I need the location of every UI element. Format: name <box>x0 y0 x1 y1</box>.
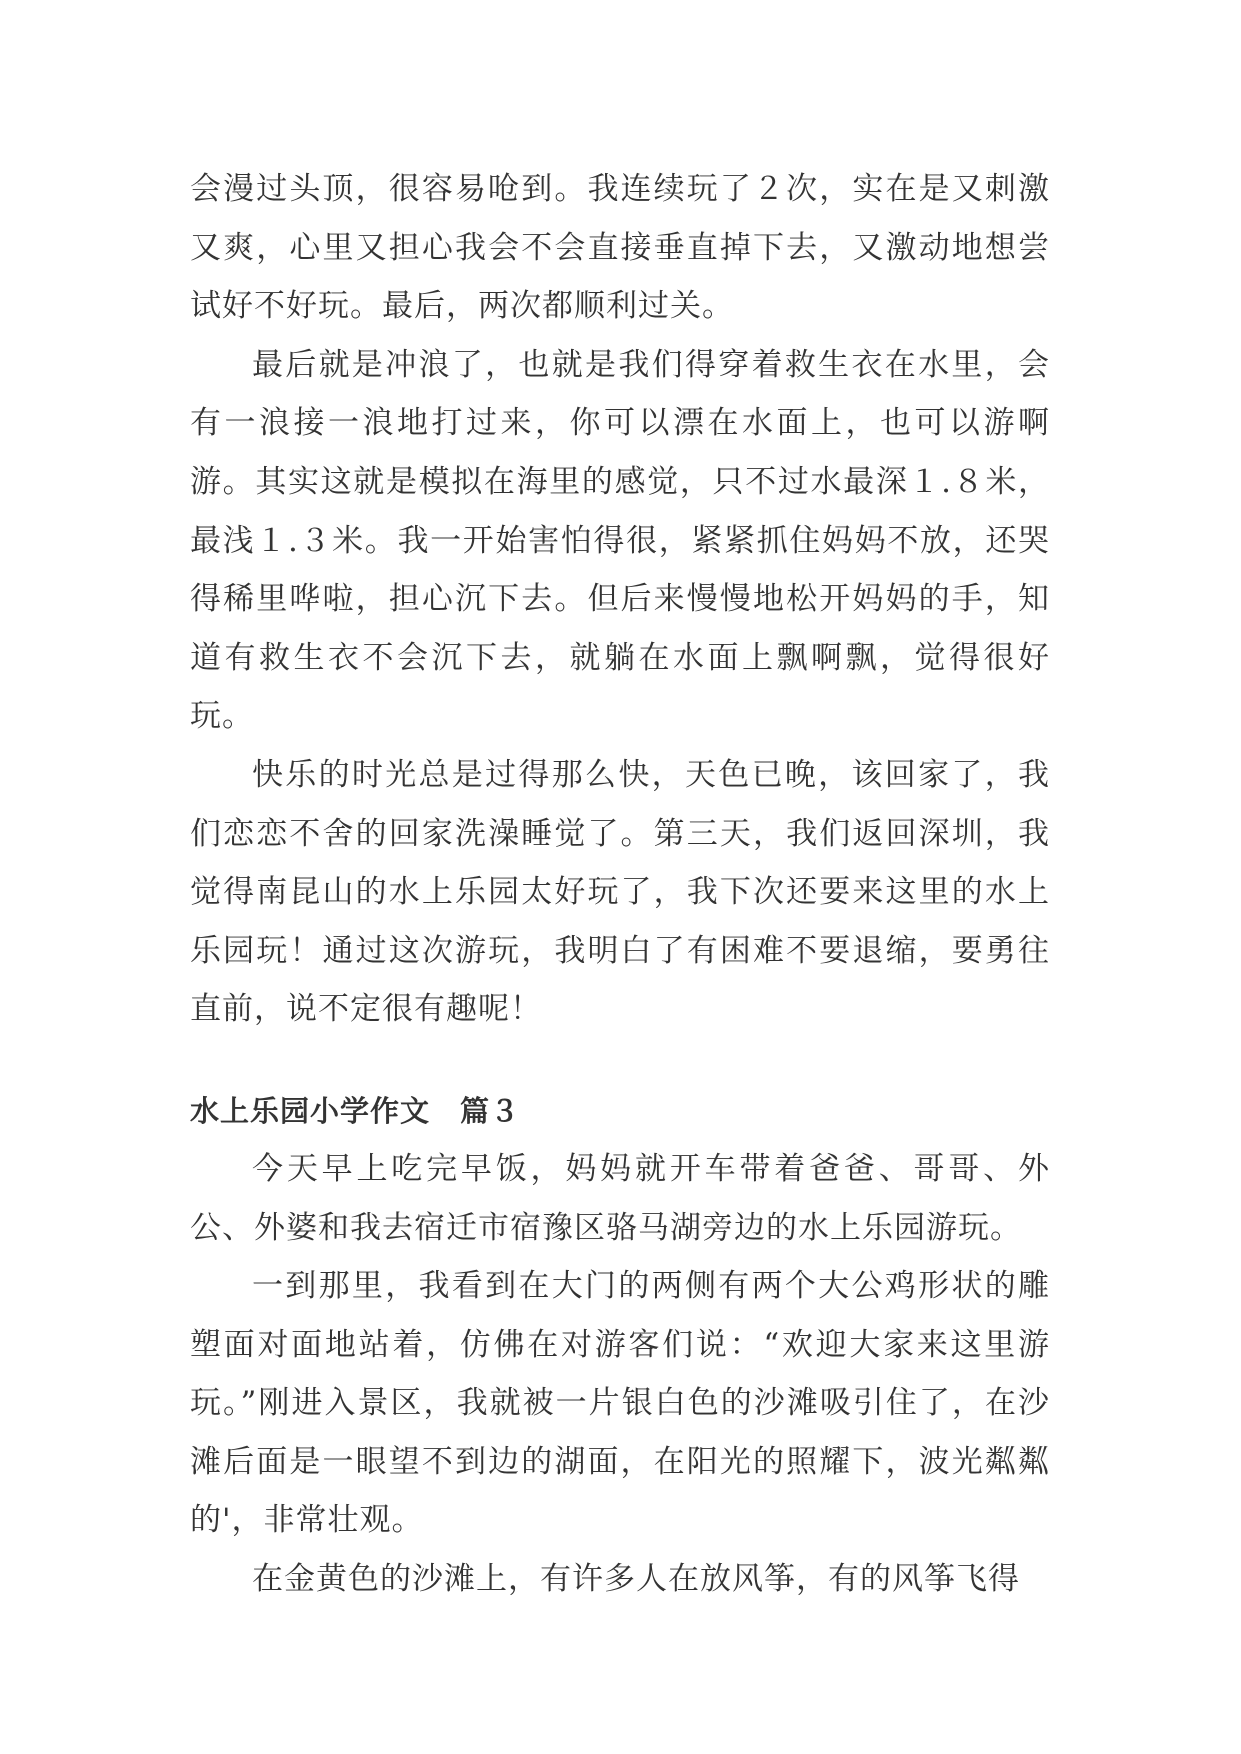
paragraph-continued: 会漫过头顶，很容易呛到。我连续玩了２次，实在是又刺激又爽，心里又担心我会不会直接垂直掉下去，又激动地想尝试好不好玩。最后，两次都顺利过关。 <box>190 171 1050 325</box>
document-page <box>190 160 1050 1609</box>
paragraph-morning: 今天早上吃完早饭，妈妈就开车带着爸爸、哥哥、外公、外婆和我去宿迁市宿豫区骆马湖旁边的水上乐园游玩。 <box>190 1150 1050 1246</box>
section-title: 水上乐园小学作文 篇３ <box>190 1093 521 1128</box>
paragraph-going-home: 快乐的时光总是过得那么快，天色已晚，该回家了，我们恋恋不舍的回家洗澡睡觉了。第三天，我们返回深圳，我觉得南昆山的水上乐园太好玩了，我下次还要来这里的水上乐园玩！通过这次游玩，我明白了有困难不要退缩，要勇往直前，说不定很有趣呢！ <box>190 756 1050 1028</box>
paragraph-beach: 在金黄色的沙滩上，有许多人在放风筝，有的风筝飞得 <box>252 1561 1020 1598</box>
paragraph-entrance: 一到那里，我看到在大门的两侧有两个大公鸡形状的雕塑面对面地站着，仿佛在对游客们说：“欢迎大家来这里游玩。”刚进入景区，我就被一片银白色的沙滩吸引住了，在沙滩后面是一眼望不到边的湖面，在阳光的照耀下，波光粼粼的'，非常壮观。 <box>190 1268 1050 1539</box>
paragraph-surfing: 最后就是冲浪了，也就是我们得穿着救生衣在水里，会有一浪接一浪地打过来，你可以漂在水面上，也可以游啊游。其实这就是模拟在海里的感觉，只不过水最深１.８米，最浅１.３米。我一开始害怕得很，紧紧抓住妈妈不放，还哭得稀里哗啦，担心沉下去。但后来慢慢地松开妈妈的手，知道有救生衣不会沉下去，就躺在水面上飘啊飘，觉得很好玩。 <box>190 346 1050 735</box>
